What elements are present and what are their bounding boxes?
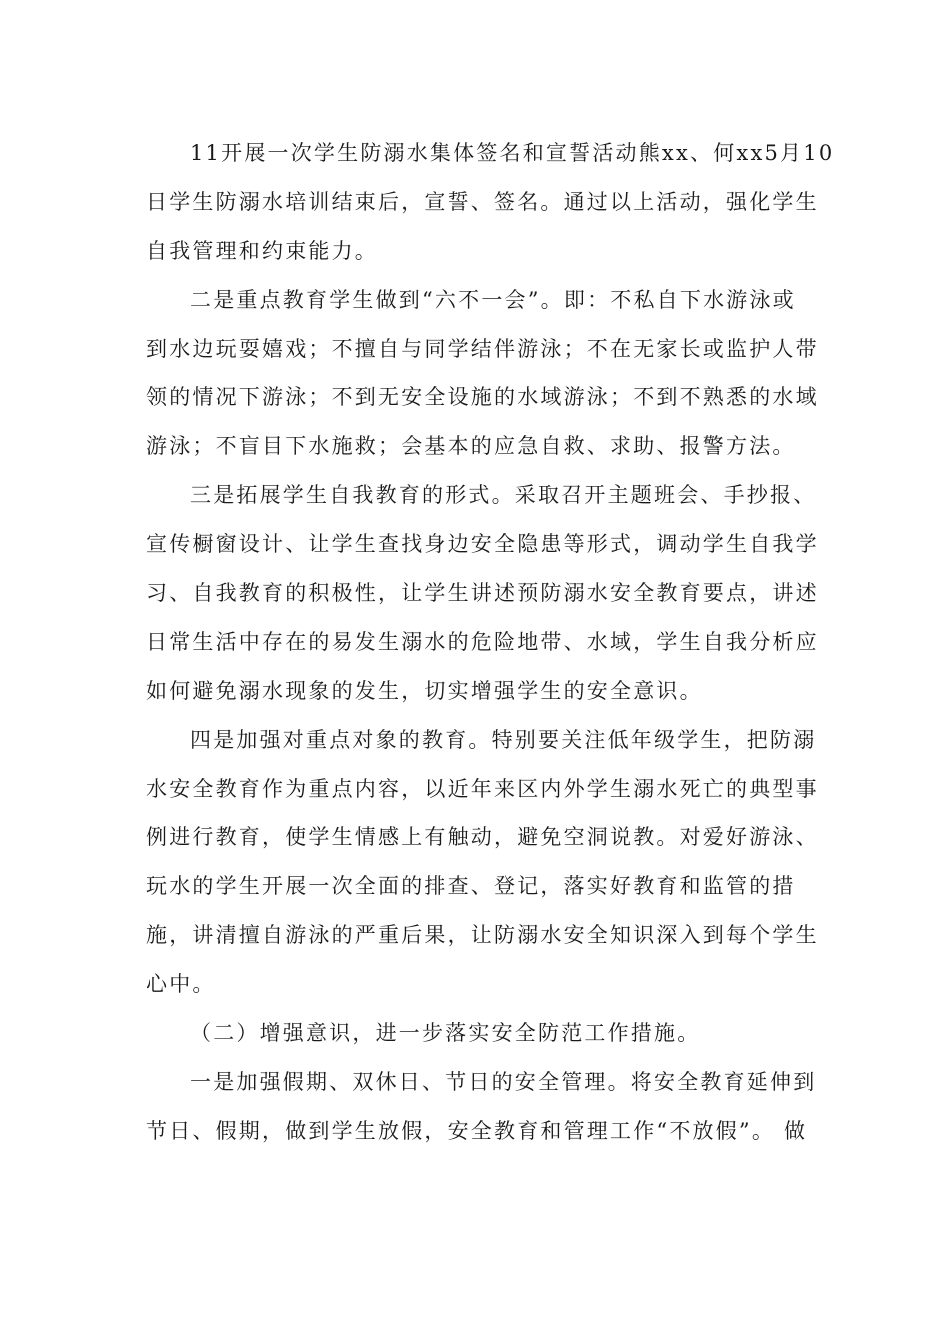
section-heading: （二）增强意识，进一步落实安全防范工作措施。 <box>190 1021 701 1046</box>
text-line: 玩水的学生开展一次全面的排查、登记，落实好教育和监管的措 <box>146 874 796 899</box>
text-line: 日常生活中存在的易发生溺水的危险地带、水域，学生自我分析应 <box>146 629 819 654</box>
text-line: 如何避免溺水现象的发生，切实增强学生的安全意识。 <box>146 678 703 703</box>
text-line: 心中。 <box>146 972 216 997</box>
text-line: 到水边玩耍嬉戏；不擅自与同学结伴游泳；不在无家长或监护人带 <box>146 336 819 361</box>
text-line: 节日、假期，做到学生放假，安全教育和管理工作“不放假”。 做 <box>146 1118 808 1143</box>
text-line: 宣传橱窗设计、让学生查找身边安全隐患等形式，调动学生自我学 <box>146 532 819 557</box>
text-line: 日学生防溺水培训结束后，宣誓、签名。通过以上活动，强化学生 <box>146 189 819 214</box>
text-line: 11开展一次学生防溺水集体签名和宣誓活动熊xx、何xx5月10 <box>190 141 835 165</box>
text-line: 例进行教育，使学生情感上有触动，避免空洞说教。对爱好游泳、 <box>146 825 819 850</box>
text-line: 习、自我教育的积极性，让学生讲述预防溺水安全教育要点，讲述 <box>146 581 819 606</box>
document-body <box>146 129 835 1156</box>
text-line: 四是加强对重点对象的教育。特别要关注低年级学生，把防溺 <box>190 727 817 752</box>
text-line: 施，讲清擅自游泳的严重后果，让防溺水安全知识深入到每个学生 <box>146 923 819 948</box>
text-line: 水安全教育作为重点内容，以近年来区内外学生溺水死亡的典型事 <box>146 776 819 801</box>
text-line: 一是加强假期、双休日、节日的安全管理。将安全教育延伸到 <box>190 1069 817 1094</box>
text-line: 三是拓展学生自我教育的形式。采取召开主题班会、手抄报、 <box>190 483 817 508</box>
text-line: 自我管理和约束能力。 <box>146 238 378 263</box>
text-line: 游泳；不盲目下水施救；会基本的应急自救、求助、报警方法。 <box>146 434 796 459</box>
text-line: 二是重点教育学生做到“六不一会”。即：不私自下水游泳或 <box>190 287 796 312</box>
text-line: 领的情况下游泳；不到无安全设施的水域游泳；不到不熟悉的水域 <box>146 385 819 410</box>
